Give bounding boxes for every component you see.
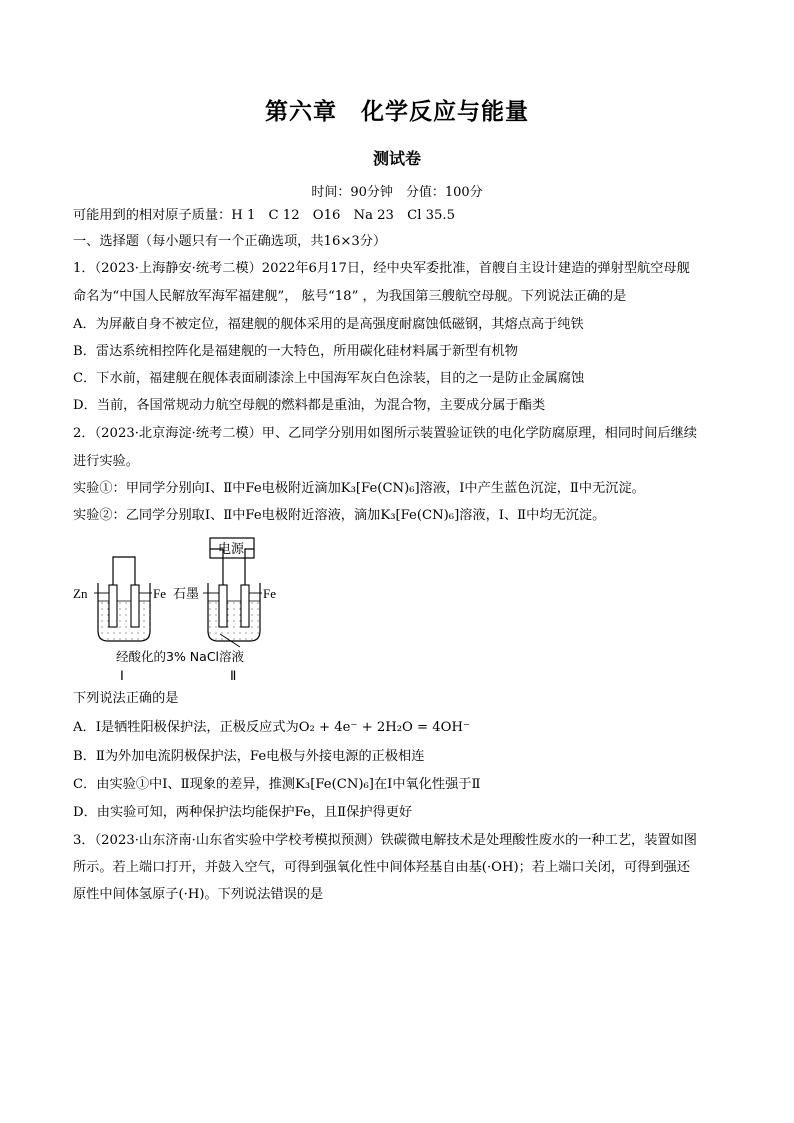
q1-option-d: D．当前，各国常规动力航空母舰的燃料都是重油，为混合物，主要成分属于酯类 [73, 398, 546, 413]
q1-option-a: A．为屏蔽自身不被定位，福建舰的舰体采用的是高强度耐腐蚀低磁钢，其熔点高于纯铁 [73, 317, 584, 332]
solution-label: 经酸化的3% NaCl溶液 [116, 649, 245, 664]
power-source-label: 电源 [218, 542, 245, 557]
q2-stem-line2: 进行实验。 [73, 454, 139, 469]
q2-stem-line1: 2．（2023·北京海淀·统考二模）甲、乙同学分别用如图所示装置验证铁的电化学防腐原理，相同时间后继续 [73, 426, 697, 441]
q2-option-d: D．由实验可知，两种保护法均能保护Fe，且Ⅱ保护得更好 [73, 805, 413, 820]
q2-prompt: 下列说法正确的是 [73, 691, 179, 706]
q3-stem-line3: 原性中间体氢原子(·H)。下列说法错误的是 [73, 887, 324, 902]
q3-stem-line2: 所示。若上端口打开，并鼓入空气，可得到强氧化性中间体羟基自由基(·OH)；若上端口关闭，可得到强还 [73, 860, 691, 875]
q1-option-b: B．雷达系统相控阵化是福建舰的一大特色，所用碳化硅材料属于新型有机物 [73, 344, 518, 359]
q1-option-c: C．下水前，福建舰在舰体表面刷漆涂上中国海军灰白色涂装，目的之一是防止金属腐蚀 [73, 371, 585, 386]
graphite-label: 石墨 [173, 587, 200, 602]
q1-stem-line1: 1．（2023·上海静安·统考二模）2022年6月17日，经中央军委批准，首艘自主设计建造的弹射型航空母舰 [73, 261, 690, 276]
q2-option-c: C．由实验①中Ⅰ、Ⅱ现象的差异，推测K₃[Fe(CN)₆]在Ⅰ中氧化性强于Ⅱ [73, 777, 481, 792]
page-subtitle: 测试卷 [372, 149, 421, 168]
page-title: 第六章 化学反应与能量 [265, 99, 529, 125]
fe-label-cell1: Fe [153, 586, 166, 601]
zn-label: Zn [73, 586, 88, 601]
electrochemical-cells-diagram [70, 535, 300, 683]
exam-meta: 时间：90分钟 分值：100分 [311, 185, 483, 200]
q2-option-a: A．Ⅰ是牺牲阳极保护法，正极反应式为O₂ + 4e⁻ + 2H₂O = 4OH⁻ [73, 720, 470, 735]
cell-2-label: Ⅱ [230, 668, 237, 683]
q2-experiment-1: 实验①：甲同学分别向Ⅰ、Ⅱ中Fe电极附近滴加K₃[Fe(CN)₆]溶液，Ⅰ中产生蓝色沉淀，Ⅱ中无沉淀。 [73, 481, 645, 496]
section-heading: 一、选择题（每小题只有一个正确选项，共16×3分） [73, 234, 387, 249]
fe-label-cell2: Fe [263, 586, 276, 601]
q2-experiment-2: 实验②：乙同学分别取Ⅰ、Ⅱ中Fe电极附近溶液，滴加K₃[Fe(CN)₆]溶液，Ⅰ、Ⅱ中均无沉淀。 [73, 508, 606, 523]
cell-1-apparatus [94, 557, 152, 641]
atomic-masses: 可能用到的相对原子质量：H 1 C 12 O16 Na 23 Cl 35.5 [73, 208, 455, 223]
q3-stem-line1: 3．（2023·山东济南·山东省实验中学校考模拟预测）铁碳微电解技术是处理酸性废水的一种工艺，装置如图 [73, 833, 697, 848]
q1-stem-line2: 命名为“中国人民解放军海军福建舰”， 舷号“18” ，为我国第三艘航空母舰。下列说法正确的是 [73, 289, 627, 304]
q2-option-b: B．Ⅱ为外加电流阴极保护法，Fe电极与外接电源的正极相连 [73, 749, 425, 764]
cell-1-label: Ⅰ [120, 668, 124, 683]
